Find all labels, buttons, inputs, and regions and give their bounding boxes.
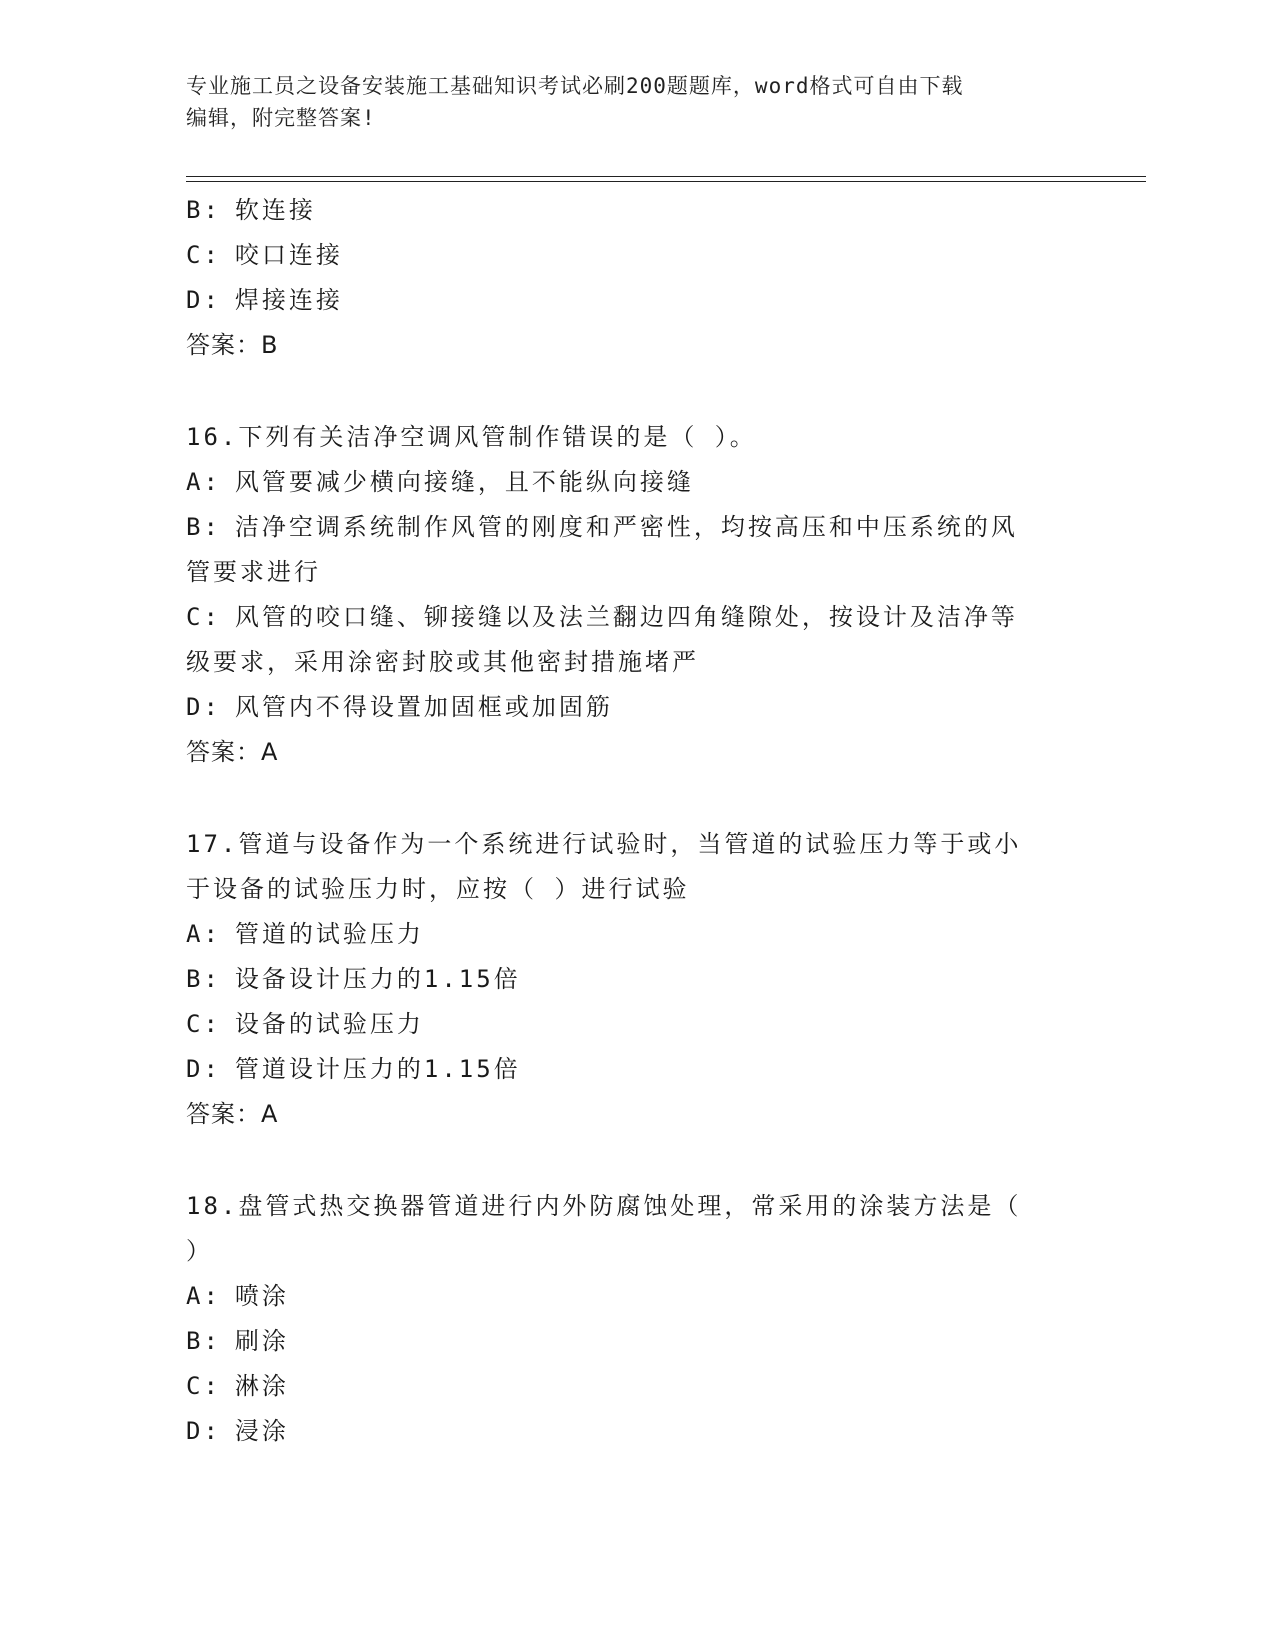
- option-text: 软连接: [234, 196, 316, 224]
- question-content: [186, 188, 1086, 1454]
- option-d: D: 焊接连接: [186, 286, 343, 314]
- option-a: A: 风管要减少横向接缝，且不能纵向接缝: [186, 468, 694, 496]
- answer-line: 答案：A: [186, 738, 279, 766]
- question-16-stem: 16.下列有关洁净空调风管制作错误的是（ ）。: [186, 423, 757, 451]
- option-c: C: 风管的咬口缝、铆接缝以及法兰翻边四角缝隙处，按设计及洁净等: [186, 603, 1018, 631]
- question-17-stem: 17.管道与设备作为一个系统进行试验时，当管道的试验压力等于或小: [186, 830, 1022, 858]
- header-divider-bottom: [186, 181, 1146, 182]
- option-text: 刷涂: [234, 1327, 289, 1355]
- option-text: 浸涂: [234, 1417, 289, 1445]
- option-b: B: 刷涂: [186, 1327, 289, 1355]
- option-text: 淋涂: [234, 1372, 289, 1400]
- option-text: 设备设计压力的1.15倍: [234, 965, 521, 993]
- option-text: 焊接连接: [234, 286, 343, 314]
- answer-line: 答案：A: [186, 1100, 279, 1128]
- option-c-continuation: 级要求，采用涂密封胶或其他密封措施堵严: [186, 648, 699, 676]
- document-header: [186, 70, 1066, 134]
- option-a: A: 管道的试验压力: [186, 920, 424, 948]
- question-17-stem-continuation: 于设备的试验压力时，应按（ ）进行试验: [186, 875, 690, 903]
- option-text: 设备的试验压力: [234, 1010, 424, 1038]
- spacer: [186, 1137, 1086, 1184]
- option-text: 咬口连接: [234, 241, 343, 269]
- option-text: 风管内不得设置加固框或加固筋: [234, 693, 613, 721]
- spacer: [186, 368, 1086, 415]
- option-d: D: 管道设计压力的1.15倍: [186, 1055, 521, 1083]
- option-d: D: 浸涂: [186, 1417, 289, 1445]
- header-title-line-2: 编辑，附完整答案!: [186, 106, 376, 130]
- spacer: [186, 775, 1086, 822]
- option-c: C: 咬口连接: [186, 241, 343, 269]
- option-a: A: 喷涂: [186, 1282, 289, 1310]
- question-18: [186, 1184, 1086, 1454]
- question-15-remainder: [186, 188, 1086, 368]
- option-text: 洁净空调系统制作风管的刚度和严密性，均按高压和中压系统的风: [234, 513, 1018, 541]
- option-b-continuation: 管要求进行: [186, 558, 321, 586]
- option-b: B: 设备设计压力的1.15倍: [186, 965, 521, 993]
- question-17: [186, 822, 1086, 1137]
- option-text: 喷涂: [234, 1282, 289, 1310]
- option-text: 管道的试验压力: [234, 920, 424, 948]
- question-18-stem-continuation: ）: [186, 1237, 213, 1265]
- answer-line: 答案：B: [186, 331, 279, 359]
- option-c: C: 淋涂: [186, 1372, 289, 1400]
- question-16: [186, 415, 1086, 775]
- header-divider-top: [186, 176, 1146, 177]
- option-text: 管道设计压力的1.15倍: [234, 1055, 521, 1083]
- option-b: B: 洁净空调系统制作风管的刚度和严密性，均按高压和中压系统的风: [186, 513, 1018, 541]
- header-title-line-1: 专业施工员之设备安装施工基础知识考试必刷200题题库，word格式可自由下载: [186, 74, 964, 98]
- option-c: C: 设备的试验压力: [186, 1010, 424, 1038]
- option-b: B: 软连接: [186, 196, 316, 224]
- question-18-stem: 18.盘管式热交换器管道进行内外防腐蚀处理，常采用的涂装方法是（: [186, 1192, 1022, 1220]
- option-text: 风管要减少横向接缝，且不能纵向接缝: [234, 468, 694, 496]
- option-d: D: 风管内不得设置加固框或加固筋: [186, 693, 613, 721]
- option-text: 风管的咬口缝、铆接缝以及法兰翻边四角缝隙处，按设计及洁净等: [234, 603, 1018, 631]
